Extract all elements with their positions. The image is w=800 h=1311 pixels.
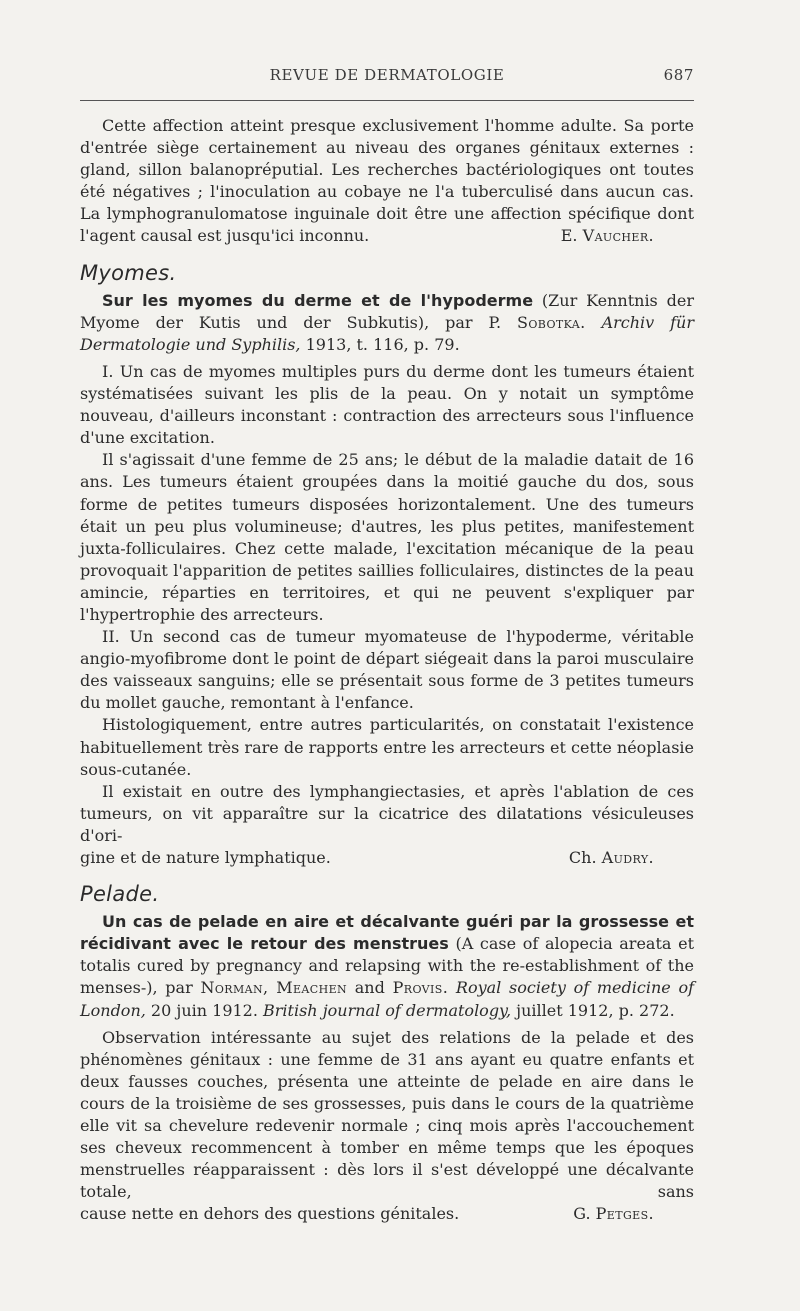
myomes-signed-line — [80, 847, 694, 869]
pelade-ref-2: juillet 1912, p. 272. — [511, 1000, 675, 1020]
myomes-paragraph-4: Histologiquement, entre autres particularités, on constatait l'existence habituellement très rare de rapports entre les arrecteurs et cette néoplasie sous-cutanée. — [80, 715, 694, 779]
signature-name: Vaucher. — [582, 226, 654, 246]
signature-initial: E. — [560, 226, 578, 246]
myomes-paragraph-1: I. Un cas de myomes multiples purs du derme dont les tumeurs étaient systématisées suivant les plis de la peau. On y notait un symptôme nouveau, d'ailleurs inconstant : contraction des arrecteurs sous l'influence d'une excitation. — [80, 361, 694, 448]
pelade-author-3: Provis. — [392, 978, 449, 998]
pelade-signature — [573, 1203, 694, 1225]
pelade-last-line: cause nette en dehors des questions génitales. — [80, 1204, 460, 1224]
pelade-article-title: Un cas de pelade en aire et décalvante guéri par la grossesse et récidivant avec le retour des menstrues — [80, 912, 694, 954]
myomes-article-title: Sur les myomes du derme et de l'hypoderme — [102, 290, 534, 310]
myomes-journal: Archiv für Dermatologie und Syphilis, — [80, 312, 695, 354]
pelade-date: 20 juin 1912. — [145, 1000, 258, 1020]
section-heading-myomes: Myomes. — [80, 260, 177, 285]
myomes-ref-2: 1913, t. 116, p. 79. — [300, 334, 460, 354]
myomes-article-header — [80, 290, 694, 356]
signature-name: Petges. — [595, 1204, 654, 1224]
intro-signature — [561, 225, 694, 247]
myomes-last-line: gine et de nature lymphatique. — [80, 848, 331, 867]
myomes-author: Sobotka. — [517, 312, 586, 332]
page-body — [80, 115, 694, 1226]
myomes-signature — [569, 847, 694, 869]
myomes-paragraph-3: II. Un second cas de tumeur myomateuse de l'hypoderme, véritable angio-myofibrome dont le point de départ siégeait dans la paroi musculaire des vaisseaux sanguins; elle se présentait sous forme de 3 petites tumeurs du mollet gauche, remontant à l'enfance. — [80, 627, 694, 713]
myomes-paragraph-2: Il s'agissait d'une femme de 25 ans; le début de la maladie datait de 16 ans. Les tumeurs étaient groupées dans la moitié gauche du dos, sous forme de petites tumeurs disposées horizontalement. Une des tumeurs était un peu plus volumineuse; d'autres, les plus petites, manifestement juxta-folliculaires. Chez cette malade, l'excitation mécanique de la peau provoquait l'apparition de petites saillies folliculaires, distinctes de la peau amincie, réparties en territoires, et qui ne peuvent s'expliquer par l'hypertrophie des arrecteurs. — [80, 450, 694, 624]
running-header — [80, 66, 694, 86]
intro-paragraph — [80, 115, 694, 225]
pelade-paragraph: Observation intéressante au sujet des relations de la pelade et des phénomènes génitaux : une femme de 31 ans ayant eu quatre enfants et deux fausses couches, présenta une atteinte de pelade en aire dans le cours de la troisième de ses grossesses, puis dans le cours de la quatrième elle vit sa chevelure redevenir normale ; cinq mois après l'accouchement ses cheveux recommencent à tomber en même temps que les époques menstruelles réapparaissent : dès lors il s'est développé une décalvante totale, sans — [80, 1027, 694, 1202]
intro-signed-line — [80, 225, 694, 247]
intro-last-line: l'agent causal est jusqu'ici inconnu. — [80, 226, 370, 246]
section-heading-pelade: Pelade. — [80, 882, 160, 907]
myomes-paragraph-5: Il existait en outre des lymphangiectasies, et après l'ablation de ces tumeurs, on vit apparaître sur la cicatrice des dilatations vésiculeuses d'ori- — [80, 781, 694, 845]
pelade-author-2: Meachen — [276, 978, 348, 998]
intro-text: Cette affection atteint presque exclusivement l'homme adulte. Sa porte d'entrée siège certainement au niveau des organes génitaux externes : gland, sillon balanopréputial. Les recherches bactériologiques ont toutes été négatives ; l'inoculation au cobaye ne l'a tuberculisé dans aucun cas. La lymphogranulomatose inguinale doit être une affection spécifique dont — [80, 116, 694, 224]
journal-title: REVUE DE DERMATOLOGIE — [269, 66, 505, 84]
signature-initial: Ch. — [568, 848, 597, 867]
pelade-journal-1: Royal society of medicine of London, — [80, 978, 695, 1020]
pelade-author-1: Norman, — [200, 978, 269, 998]
signature-initial: G. — [573, 1204, 591, 1224]
pelade-journal-2: British journal of dermatology, — [257, 1000, 512, 1020]
signature-name: Audry. — [601, 848, 654, 867]
pelade-ref-1: (A case of alopecia areata et totalis cured by pregnancy and relapsing with the re-establishment of the menses-), par — [80, 934, 694, 998]
page-number: 687 — [663, 66, 694, 84]
pelade-signed-line — [80, 1203, 694, 1225]
myomes-ref-1: (Zur Kenntnis der Myome der Kutis und der Subkutis), par P. — [80, 290, 695, 332]
pelade-author-sep-2: and — [347, 978, 393, 998]
header-rule — [80, 100, 694, 101]
pelade-article-header — [80, 911, 694, 1021]
